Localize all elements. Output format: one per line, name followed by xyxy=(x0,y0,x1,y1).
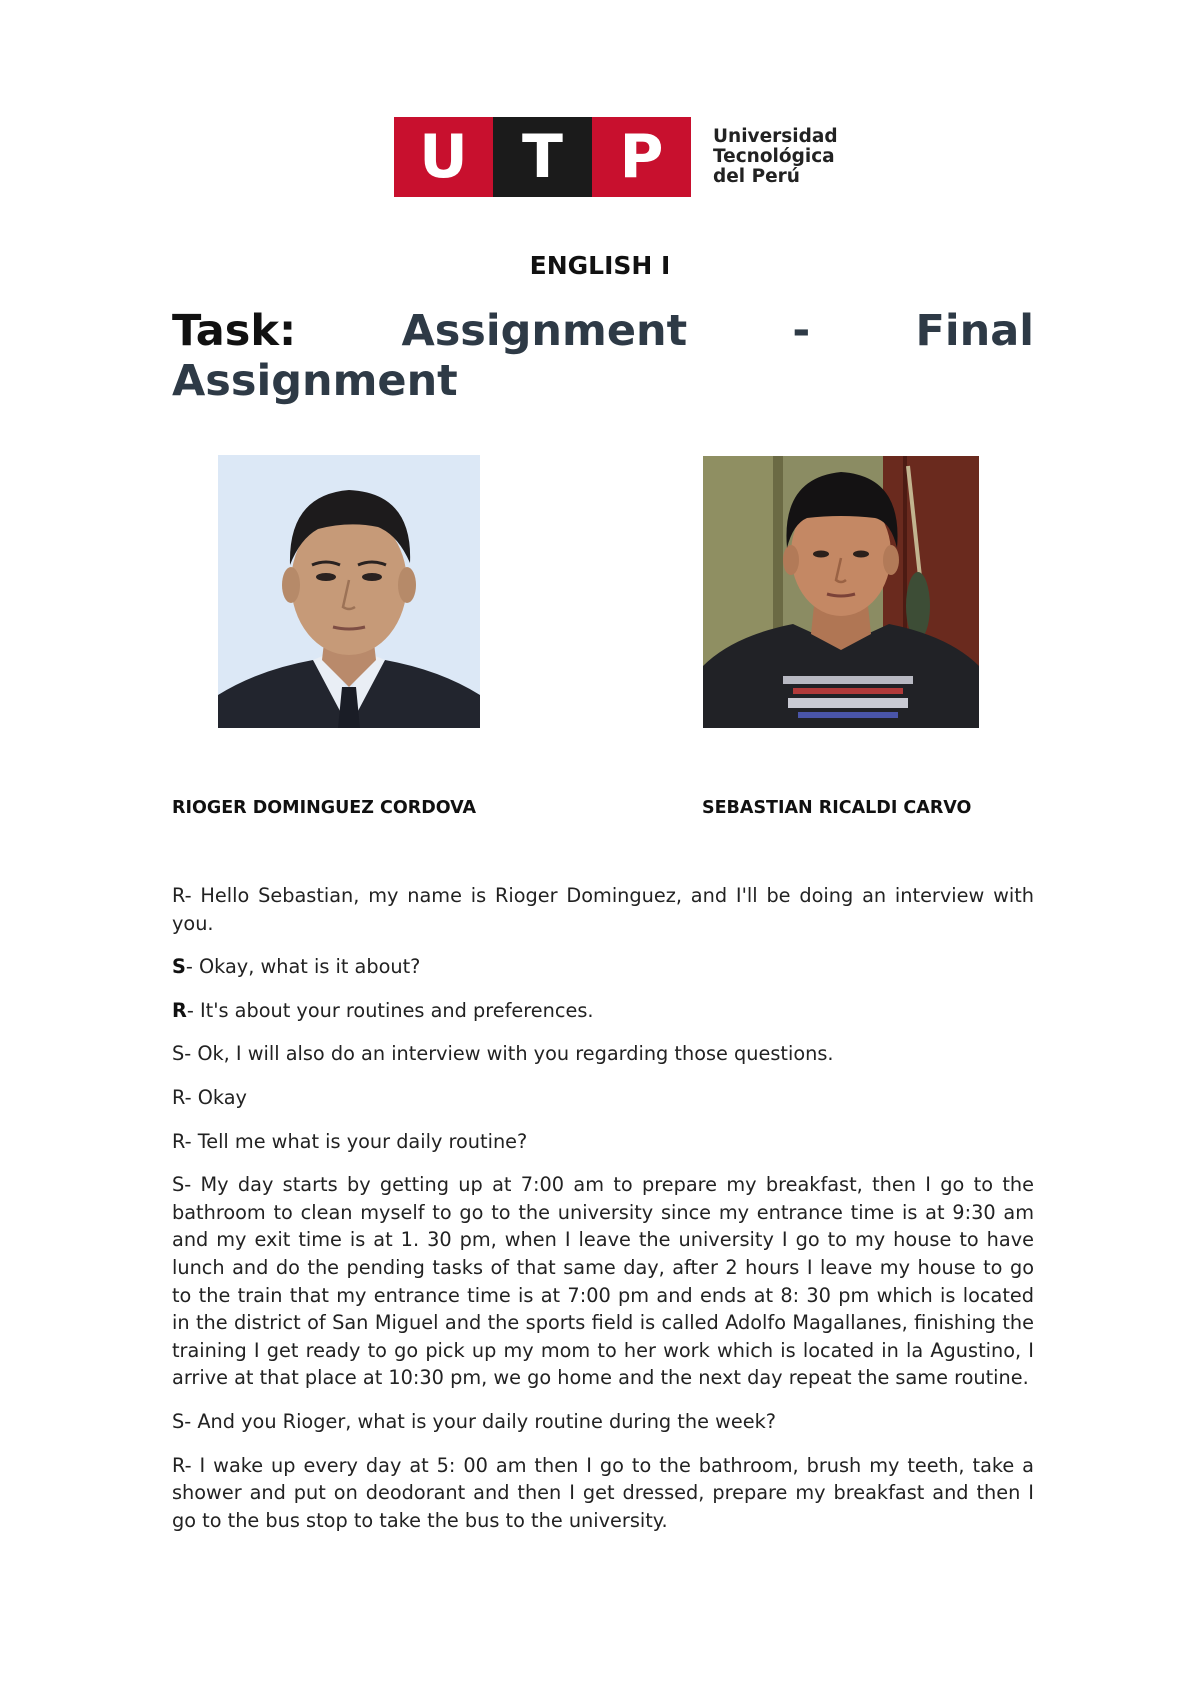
speaker-label: R- xyxy=(172,1129,192,1153)
dialogue-line xyxy=(172,1452,1034,1535)
speaker-label: R- xyxy=(172,884,192,907)
dialogue-text: Tell me what is your daily routine? xyxy=(191,1129,528,1153)
interview-dialogue xyxy=(172,882,1034,1550)
speaker-label: S- xyxy=(172,1409,192,1433)
photo-sebastian xyxy=(703,456,979,728)
dialogue-text: Hello Sebastian, my name is Rioger Dominguez, and I'll be doing an interview with you. xyxy=(172,884,1034,935)
task-dash: - xyxy=(792,306,811,356)
logo-letter-t: T xyxy=(493,117,592,197)
dialogue-line xyxy=(172,1084,1034,1112)
task-word-1: Assignment xyxy=(401,306,688,356)
dialogue-line xyxy=(172,1040,1034,1068)
logo-letter-p: P xyxy=(592,117,691,197)
dialogue-line xyxy=(172,1171,1034,1392)
dialogue-line xyxy=(172,1128,1034,1156)
logo-letter-u: U xyxy=(394,117,493,197)
speaker-label: R- xyxy=(172,1085,192,1109)
dialogue-line xyxy=(172,953,1034,981)
dialogue-text: My day starts by getting up at 7:00 am to prepare my breakfast, then I go to the bathroom to clean myself to go to the university since my entrance time is at 9:30 am and my exit time is at 1. 30 pm, when I leave the university I go to my house to have lunch and do the pending tasks of that same day, after 2 hours I leave my house to go to the train that my entrance time is at 7:00 pm and ends at 8: 30 pm which is located in the district of San Miguel and the sports field is called Adolfo Magallanes, finishing the training I get ready to go pick up my mom to her work which is located in la Agustino, I arrive at that place at 10:30 pm, we go home and the next day repeat the same routine. xyxy=(172,1173,1034,1390)
dialogue-text: - It's about your routines and preferences. xyxy=(186,998,594,1022)
dialogue-line xyxy=(172,1408,1034,1436)
name-rioger: RIOGER DOMINGUEZ CORDOVA xyxy=(172,798,477,818)
portrait-man-in-suit xyxy=(218,455,480,728)
speaker-label: S- xyxy=(172,1173,192,1197)
dialogue-text: - Okay, what is it about? xyxy=(185,955,421,979)
logo-line-2: Tecnológica xyxy=(713,146,835,167)
name-sebastian: SEBASTIAN RICALDI CARVO xyxy=(702,798,972,818)
utp-logo-mark xyxy=(394,117,691,197)
task-word-2: Final xyxy=(915,306,1034,356)
dialogue-text: Ok, I will also do an interview with you regarding those questions. xyxy=(191,1042,834,1066)
utp-logo-wordmark xyxy=(713,127,838,187)
dialogue-text: Okay xyxy=(191,1085,247,1109)
dialogue-text: I wake up every day at 5: 00 am then I go to the bathroom, brush my teeth, take a shower and put on deodorant and then I get dressed, prepare my breakfast and then I go to the bus stop to take the bus to the university. xyxy=(172,1453,1034,1532)
dialogue-line xyxy=(172,997,1034,1025)
speaker-label: S xyxy=(172,955,186,979)
logo-line-3: del Perú xyxy=(713,166,800,187)
task-word-3: Assignment xyxy=(172,356,458,406)
task-label: Task: xyxy=(172,306,297,356)
photo-rioger xyxy=(218,455,480,728)
utp-logo xyxy=(394,117,838,197)
dialogue-text: And you Rioger, what is your daily routine during the week? xyxy=(191,1409,776,1433)
speaker-label: S- xyxy=(172,1042,192,1066)
dialogue-line xyxy=(172,882,1034,937)
portrait-young-man xyxy=(703,456,979,728)
speaker-label: R xyxy=(172,998,187,1022)
logo-line-1: Universidad xyxy=(713,126,838,147)
speaker-label: R- xyxy=(172,1453,192,1477)
course-title: ENGLISH I xyxy=(529,251,671,280)
task-heading xyxy=(172,306,1034,406)
